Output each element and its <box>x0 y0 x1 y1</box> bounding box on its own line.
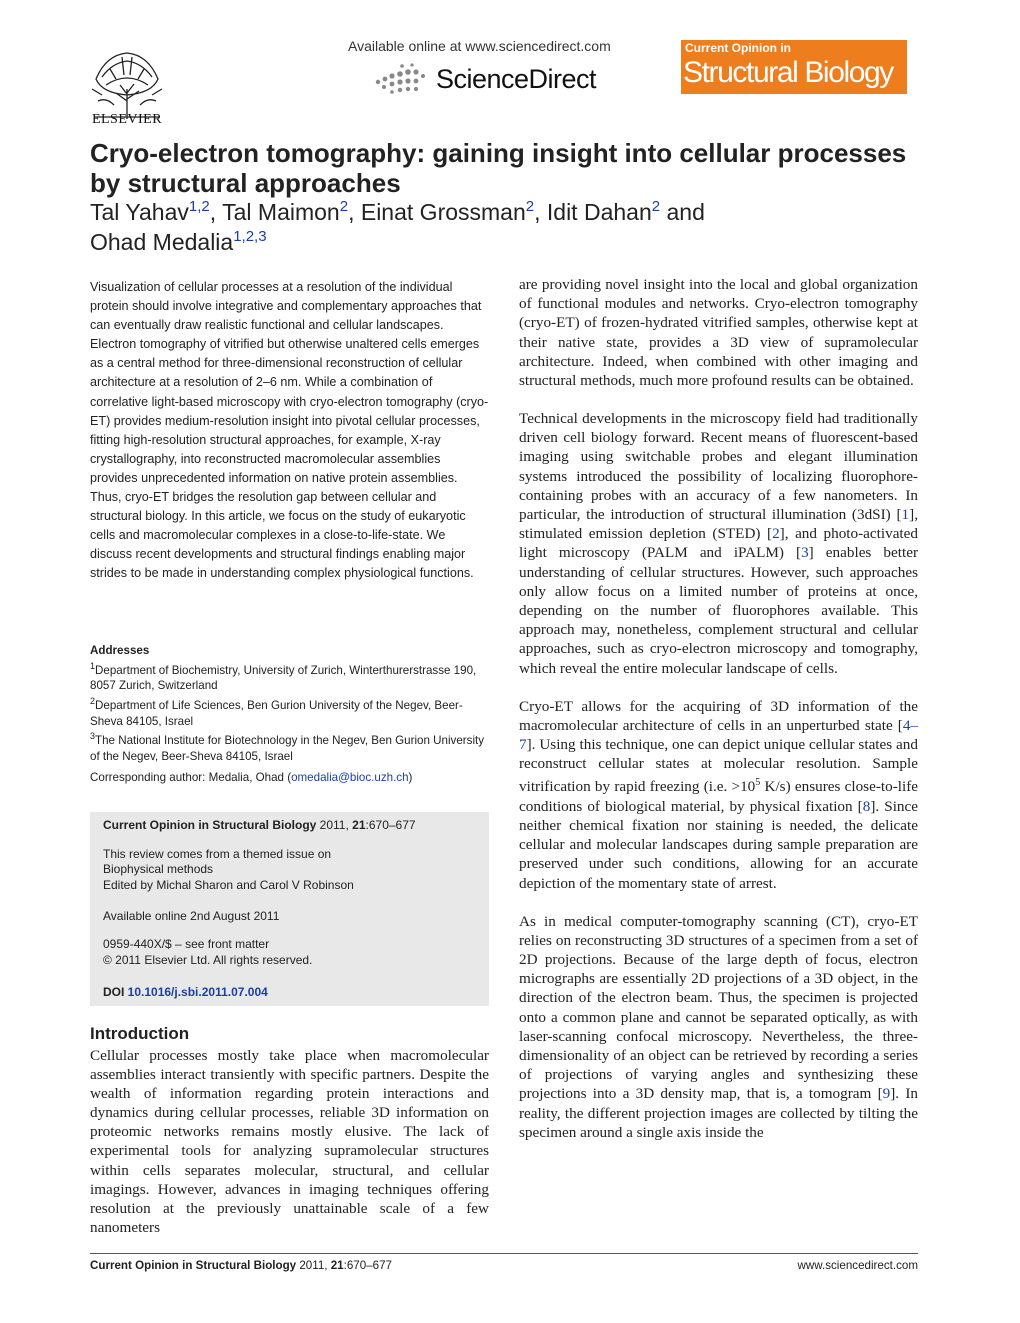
author-name: Ohad Medalia <box>90 229 234 255</box>
paragraph-text: ], stimulated emission depletion (STED) [ <box>519 506 918 543</box>
paragraph-text: ]. In reality, the different projection images are collected by tilting the specimen around a single axis inside the <box>519 1085 918 1141</box>
author-name: Tal Yahav <box>90 199 189 225</box>
paragraph: are providing novel insight into the local and global organization of functional modules and networks. Cryo-electron tomography (cryo-ET) of frozen-hydrated vitrified samples, otherwise kept at their native state, provides a 3D view of supramolecular architecture. Indeed, when combined with other imaging and structural methods, much more profound results can be obtained. <box>519 276 918 390</box>
sciencedirect-wordmark: ScienceDirect <box>436 63 597 94</box>
reference-link[interactable]: 9 <box>882 1085 891 1103</box>
reference-link[interactable]: 4–7 <box>519 716 918 754</box>
address-item <box>90 659 490 694</box>
address-number: 2 <box>90 695 96 706</box>
footer-year: 2011, <box>296 1259 331 1272</box>
reference-link[interactable]: 3 <box>801 544 809 562</box>
paragraph-text: ]. Using this technique, one can depict unique cellular states and reconstruct cellular states at molecular resolution. Sample vitrification by rapid freezing (i.e. >10 <box>519 736 918 796</box>
author-separator: , <box>209 199 223 225</box>
address-text: Department of Life Sciences, Ben Gurion University of the Negev, Beer-Sheva 84105, Israel <box>90 698 463 728</box>
available-online-text: Available online at www.sciencedirect.com <box>348 38 611 54</box>
address-item <box>90 729 490 764</box>
footer-rule <box>90 1253 918 1254</box>
doi-link[interactable]: 10.1016/j.sbi.2011.07.004 <box>127 985 268 999</box>
author-affiliation[interactable]: 1,2 <box>188 198 210 215</box>
address-number: 3 <box>90 731 96 742</box>
footer-citation <box>90 1259 392 1272</box>
paragraph <box>519 697 918 893</box>
citation-year: 2011, <box>316 818 353 832</box>
themed-issue-line: This review comes from a themed issue on <box>103 847 332 861</box>
abstract: Visualization of cellular processes at a resolution of the individual protein should involve integrative and complementary approaches that can eventually draw realistic functional and cellular landscapes. Electron tomography of vitrified but otherwise unaltered cells emerges as a central method for three-dimensional reconstruction of cellular architecture at a resolution of 2–6 nm. While a combination of correlative light-based microscopy with cryo-electron tomography (cryo-ET) provides medium-resolution insight into pivotal cellular processes, fitting high-resolution structural approaches, for example, X-ray crystallography, into reconstructed macromolecular assemblies provides unprecedented information on native protein assemblies. Thus, cryo-ET bridges the resolution gap between cellular and structural biology. In this article, we focus on the study of eukaryotic cells and macromolecular complexes in a close-to-life-state. We discuss recent developments and structural findings enabling major strides to be made in understanding complex physiological functions. <box>90 280 489 581</box>
author-name: Tal Maimon <box>222 199 340 225</box>
citation-journal: Current Opinion in Structural Biology <box>103 818 317 832</box>
introduction-text: Cellular processes mostly take place when macromolecular assemblies interact transiently with specific partners. Despite the wealth of information regarding protein interactions and dynamics during cellular processes, reliable 3D information on proteomic networks remains mostly elusive. The lack of experimental tools for analyzing supramolecular structures within cells separates molecular, structural, and cellular imagings. However, advances in imaging techniques offering resolution at the previously unattainable scale of a few nanometers <box>90 1047 489 1236</box>
editors-line: Edited by Michal Sharon and Carol V Robinson <box>103 878 354 892</box>
article-title: Cryo-electron tomography: gaining insight into cellular processes by structural approaches <box>90 138 907 198</box>
address-text: The National Institute for Biotechnology in the Negev, Ben Gurion University of the Negev, Beer-Sheva 84105, Israel <box>90 734 485 763</box>
paragraph-text: As in medical computer-tomography scanning (CT), cryo-ET relies on reconstructing 3D structures of a specimen from a set of 2D projections. Because of the large depth of focus, electron micrographs are essentially 2D projections of a 3D object, in the direction of the electron beam. Thus, the specimen is projected onto a common plane and cannot be separated optically, as with laser-scanning confocal microscopy. Nevertheless, the three-dimensionality of an object can be retrieved by recording a series of projections of varying angles and synthesizing these projections into a 3D density map, that is, a tomogram [ <box>519 912 918 1103</box>
footer-volume: 21 <box>330 1259 344 1272</box>
reference-link[interactable]: 2 <box>772 525 780 543</box>
copyright-line: © 2011 Elsevier Ltd. All rights reserved. <box>103 953 313 967</box>
paragraph-text: Technical developments in the microscopy field had traditionally driven cell biology forward. Recent means of fluorescent-based imaging using switchable probes and elegant illumination systems introduced the possibility of localizing fluorophore-containing probes with an accuracy of a few nanometers. In particular, the introduction of structural illumination (3dSI) [ <box>519 410 918 524</box>
author-affiliation[interactable]: 2 <box>525 198 535 215</box>
footer-url[interactable]: www.sciencedirect.com <box>797 1259 918 1272</box>
author-name: Einat Grossman <box>360 199 526 225</box>
citation-volume: 21 <box>352 818 366 832</box>
paragraph <box>519 912 918 1142</box>
paragraph-text: K/s) ensures close-to-life conditions of biological material, by physical fixation [ <box>519 778 919 815</box>
citation-pages: :670–677 <box>365 818 416 832</box>
corresponding-suffix: ) <box>408 771 413 784</box>
author-affiliation[interactable]: 2 <box>339 198 349 215</box>
sciencedirect-dots-icon <box>372 62 428 96</box>
journal-banner-title: Structural Biology <box>683 56 893 89</box>
author-list <box>90 197 930 257</box>
author-affiliation[interactable]: 2 <box>651 198 661 215</box>
address-number: 1 <box>90 660 96 671</box>
footer-pages: :670–677 <box>343 1259 392 1272</box>
paragraph-text: ] enables better understanding of cellular structures. However, such approaches only allow focus on a limited number of proteins at once, depending on the number of fluorophores available. This approach may, nonetheless, complement structural and cellular approaches, such as cryo-electron microscopy and tomography, which reveal the entire molecular landscape of cells. <box>519 544 918 677</box>
issn-line: 0959-440X/$ – see front matter <box>103 937 270 951</box>
author-separator: and <box>660 199 705 225</box>
addresses <box>90 643 490 765</box>
available-date: Available online 2nd August 2011 <box>103 909 280 923</box>
author-name: Idit Dahan <box>546 199 652 225</box>
addresses-heading: Addresses <box>90 644 150 657</box>
author-affiliation[interactable]: 1,2,3 <box>233 228 267 245</box>
footer-journal: Current Opinion in Structural Biology <box>90 1259 297 1272</box>
author-separator: , <box>348 199 361 225</box>
paragraph <box>519 409 918 678</box>
introduction-heading: Introduction <box>90 1024 190 1043</box>
journal-banner <box>681 40 907 94</box>
reference-link[interactable]: 8 <box>862 797 871 815</box>
reference-link[interactable]: 1 <box>901 506 910 524</box>
paragraph-text: ]. Since neither chemical fixation nor staining is needed, the delicate cellular and molecular landscapes during sample preparation are preserved under such conditions, allowing for an accurate depiction of the momentary state of arrest. <box>519 797 919 892</box>
exponent: 5 <box>755 777 761 789</box>
article-info-box <box>90 812 489 1006</box>
doi-label: DOI <box>103 985 128 999</box>
author-separator: , <box>534 199 547 225</box>
publisher-name: ELSEVIER <box>91 112 163 127</box>
corresponding-email-link[interactable]: omedalia@bioc.uzh.ch <box>291 771 409 784</box>
right-column <box>519 275 918 1161</box>
address-item <box>90 694 490 729</box>
doi-line <box>103 985 268 999</box>
themed-issue-topic: Biophysical methods <box>103 862 214 876</box>
corresponding-author <box>90 771 490 784</box>
paragraph-text: Cryo-ET allows for the acquiring of 3D information of the macromolecular architecture of cells in an unperturbed state [ <box>519 697 918 734</box>
corresponding-prefix: Corresponding author: Medalia, Ohad ( <box>90 771 292 784</box>
citation-line <box>103 818 416 832</box>
address-text: Department of Biochemistry, University of Zurich, Winterthurerstrasse 190, 8057 Zurich, Switzerland <box>90 663 477 693</box>
paragraph-text: ], and photo-activated light microscopy (PALM and iPALM) [ <box>519 525 918 562</box>
journal-banner-top: Current Opinion in <box>685 41 791 55</box>
sciencedirect-logo[interactable] <box>372 58 632 100</box>
